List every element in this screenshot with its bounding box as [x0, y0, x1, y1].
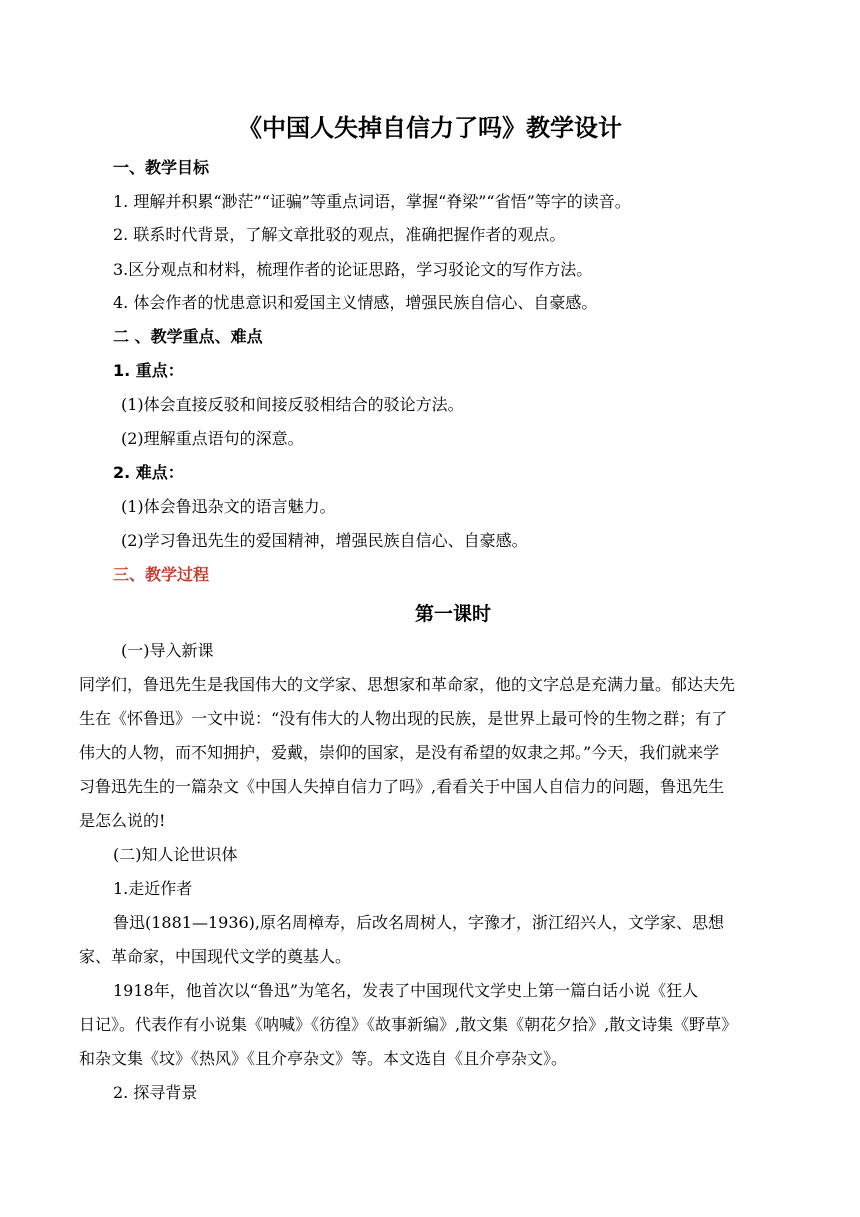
section-heading-objectives: 一、教学目标: [113, 158, 210, 177]
document-title: 《中国人失掉自信力了吗》教学设计: [238, 114, 622, 142]
paragraph-line: 习鲁迅先生的一篇杂文《中国人失掉自信力了吗》,看看关于中国人自信力的问题，鲁迅先生: [79, 777, 725, 796]
key-points-label: 1. 重点：: [113, 361, 184, 380]
difficulty-item: (2)学习鲁迅先生的爱国精神，增强民族自信心、自豪感。: [121, 531, 528, 550]
paragraph-line: 同学们，鲁迅先生是我国伟大的文学家、思想家和革命家，他的文字总是充满力量。郁达夫先: [79, 675, 736, 694]
subheading: 2. 探寻背景: [113, 1083, 198, 1102]
paragraph-line: 伟大的人物，而不知拥护，爱戴，崇仰的国家，是没有希望的奴隶之邦。”今天，我们就来学: [79, 743, 720, 762]
difficulty-item: (1)体会鲁迅杂文的语言魅力。: [121, 497, 336, 516]
objective-item: 1. 理解并积累“渺茫”“证骗”等重点词语，掌握“脊梁”“省悟”等字的读音。: [113, 192, 631, 211]
part-heading: (二)知人论世识体: [113, 845, 238, 864]
paragraph-line: 家、革命家，中国现代文学的奠基人。: [79, 947, 352, 966]
paragraph-line: 日记》。代表作有小说集《呐喊》《彷徨》《故事新编》,散文集《朝花夕拾》,散文诗集《野草》: [79, 1015, 738, 1034]
part-heading: (一)导入新课: [121, 641, 214, 660]
paragraph-line: 是怎么说的!: [79, 811, 166, 830]
key-point-item: (1)体会直接反驳和间接反驳相结合的驳论方法。: [121, 395, 464, 414]
paragraph-line: 鲁迅(1881—1936),原名周樟寿，后改名周树人，字豫才，浙江绍兴人，文学家、思想: [113, 913, 725, 932]
key-point-item: (2)理解重点语句的深意。: [121, 429, 304, 448]
section-heading-key-points: 二 、教学重点、难点: [113, 327, 263, 346]
paragraph-line: 1918年，他首次以“鲁迅”为笔名，发表了中国现代文学史上第一篇白话小说《狂人: [113, 981, 699, 1000]
objective-item: 2. 联系时代背景，了解文章批驳的观点，准确把握作者的观点。: [113, 225, 566, 244]
difficulties-label: 2. 难点：: [113, 463, 184, 482]
lesson-title: 第一课时: [414, 603, 491, 625]
paragraph-line: 生在《怀鲁迅》一文中说：“没有伟大的人物出现的民族，是世界上最可怜的生物之群；有了: [79, 709, 728, 728]
section-heading-process: 三、教学过程: [113, 565, 210, 584]
objective-item: 3.区分观点和材料，梳理作者的论证思路，学习驳论文的写作方法。: [113, 260, 593, 279]
paragraph-line: 和杂文集《坟》《热风》《且介亭杂文》等。本文选自《且介亭杂文》。: [79, 1049, 568, 1068]
objective-item: 4. 体会作者的忧患意识和爱国主义情感，增强民族自信心、自豪感。: [113, 293, 598, 312]
subheading: 1.走近作者: [113, 879, 193, 898]
